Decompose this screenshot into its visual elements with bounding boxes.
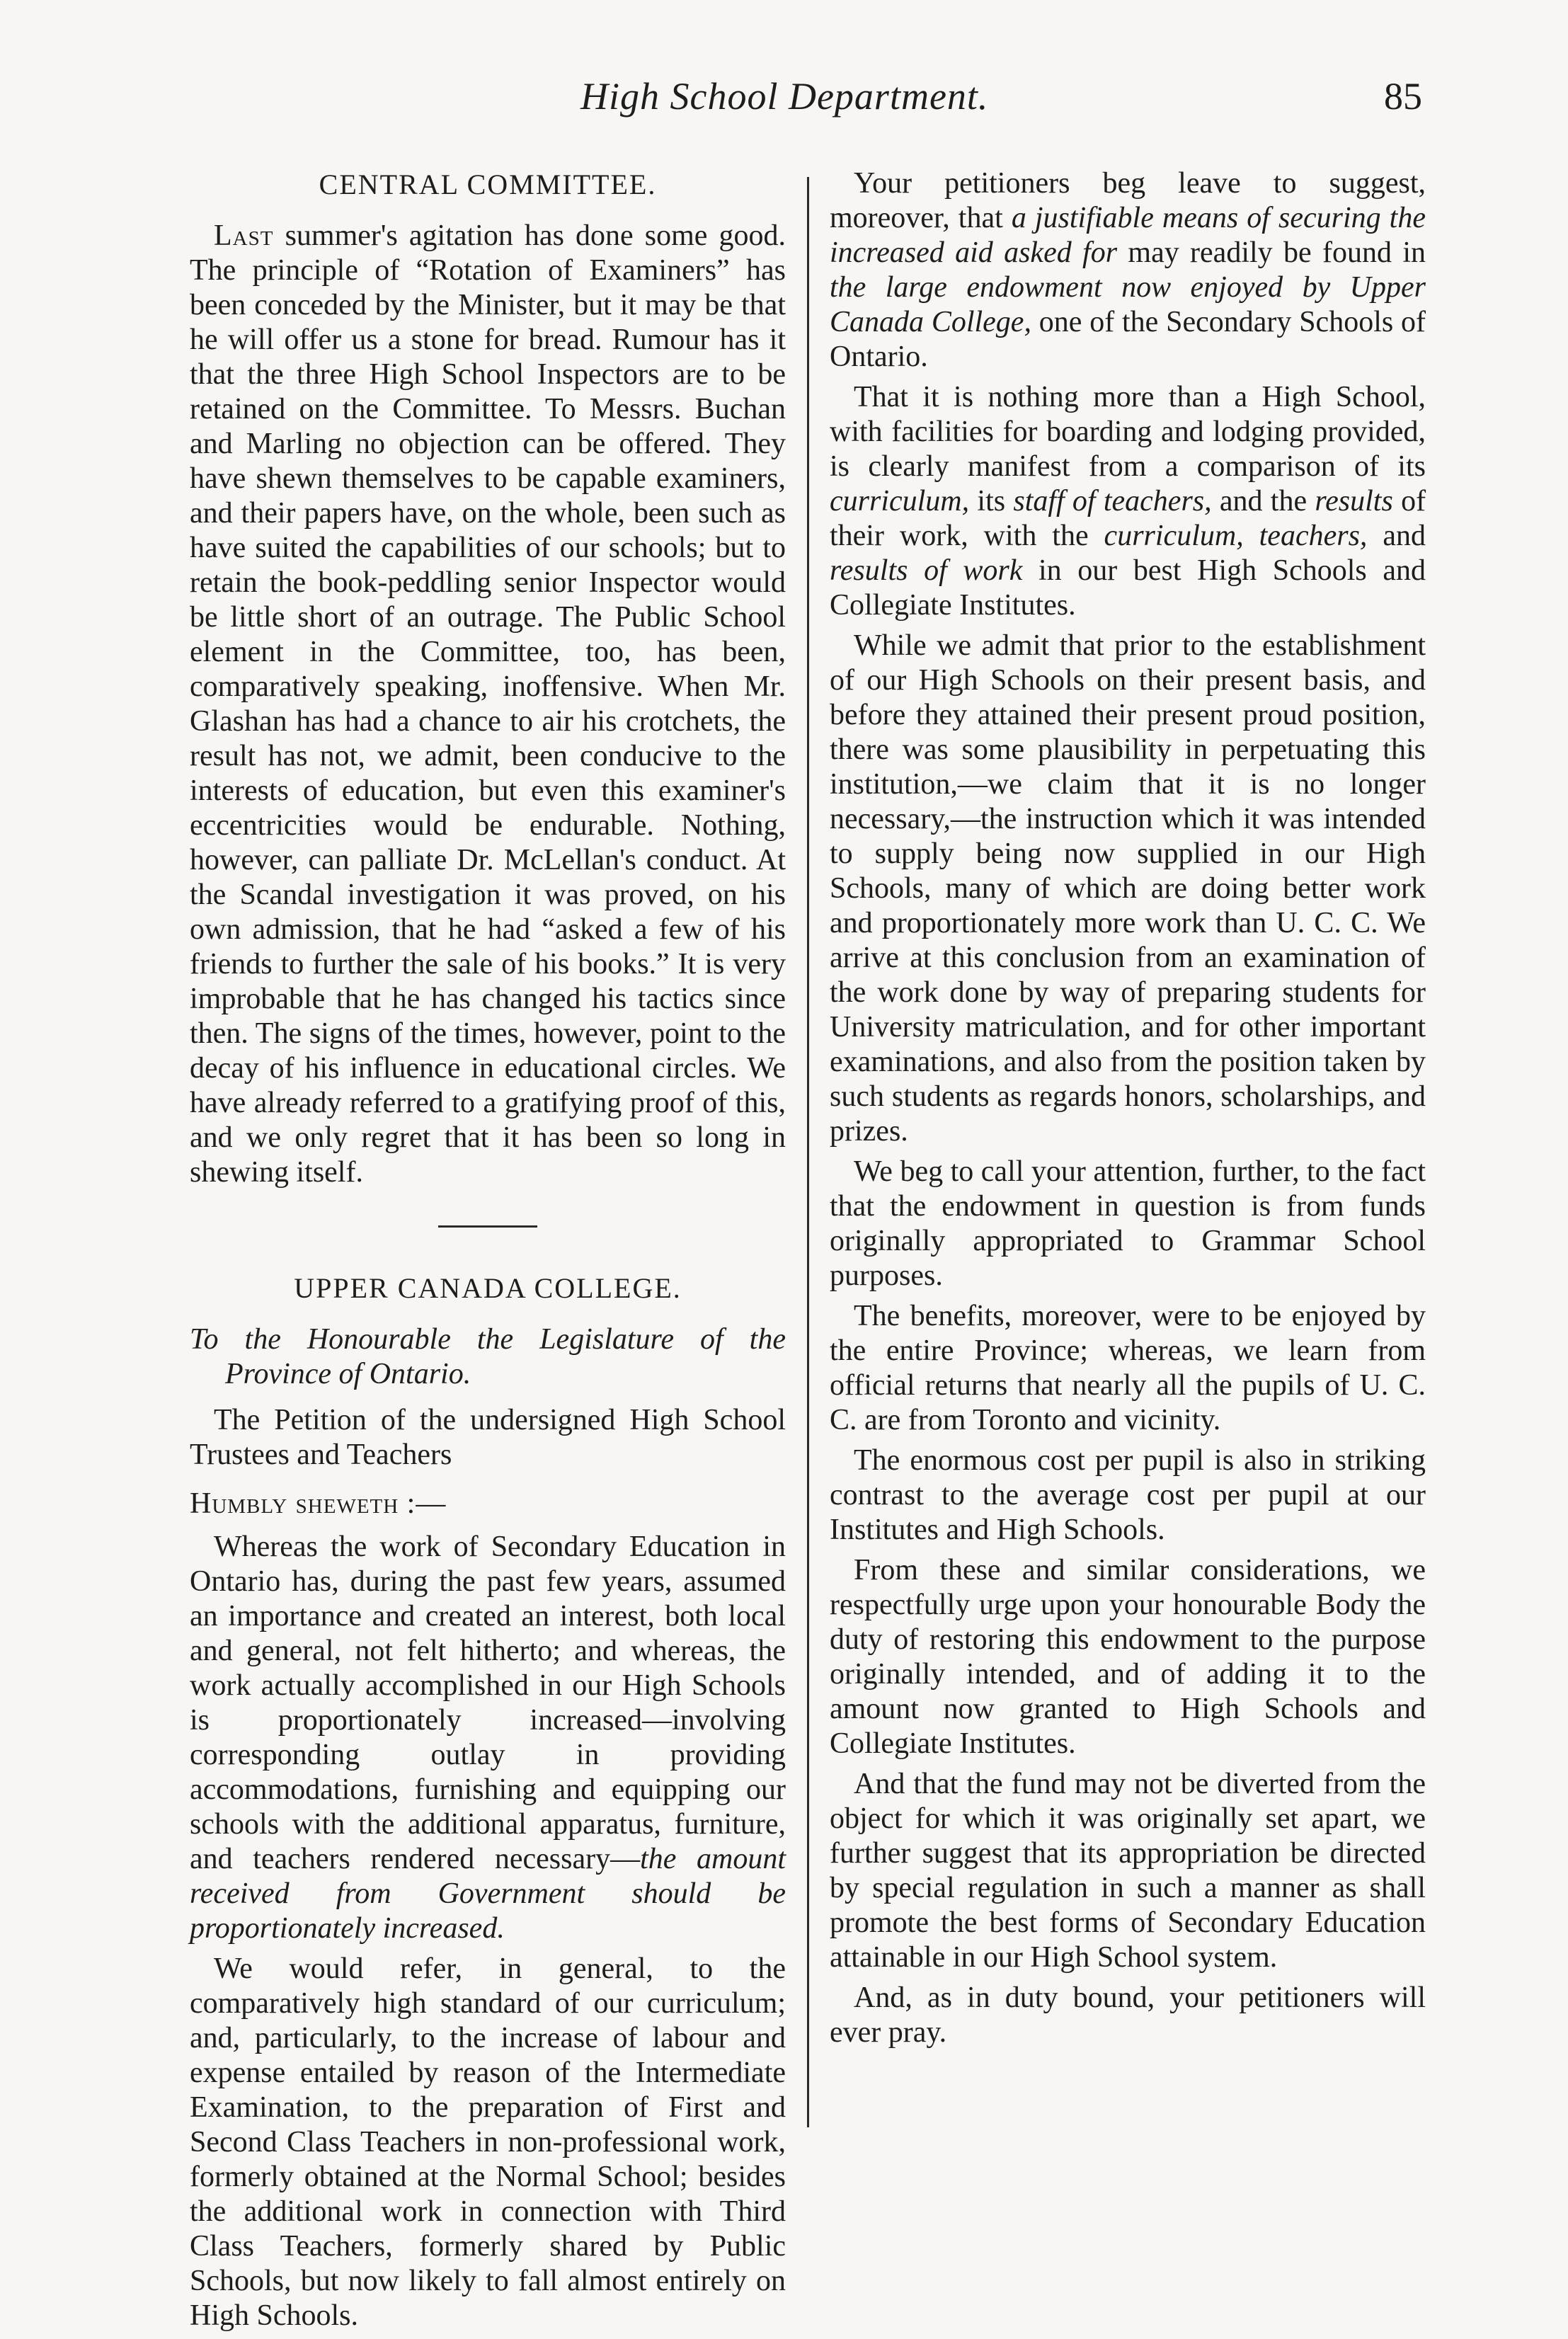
suggest-text-2: may readily be found in: [1128, 236, 1426, 269]
nothing-emphasis-5: results of work: [830, 554, 1023, 587]
refer-paragraph: We would refer, in general, to the comparatively high standard of our curriculum; and, particularly, to the increase of labour and expense entailed by reason of the Intermediate Examination, to the preparation of First and Second Class Teachers in non-professional work, formerly obtained at the Normal School; besides the additional work in connection with Third Class Teachers, formerly shared by Public Schools, but now likely to fall almost entirely on High Schools.: [190, 1952, 786, 2332]
nothing-more-paragraph: [830, 380, 1426, 623]
left-column: [190, 166, 786, 2339]
suggest-text-1: Your petitioners beg leave to suggest, moreover, that: [830, 167, 1426, 234]
while-paragraph: While we admit that prior to the establishment of our High Schools on their present basis, and before they attained their present proud position, there was some plausibility in perpetuating this institution,—we claim that it is no longer necessary,—the instruction which it was intended to supply being now supplied in our High Schools, many of which are doing better work and proportionately more work than U. C. C. We arrive at this conclusion from an examination of the work done by way of preparing students for University matriculation, and for other important examinations, and also from the position taken by such students as regards honors, scholarships, and prizes.: [830, 629, 1426, 1148]
nothing-emphasis-1: curriculum,: [830, 485, 970, 517]
benefits-paragraph: The benefits, moreover, were to be enjoyed by the entire Province; whereas, we learn from official returns that nearly all the pupils of U. C. C. are from Toronto and vicinity.: [830, 1300, 1426, 1436]
nothing-text-5: and: [1383, 520, 1426, 552]
running-title: High School Department.: [580, 75, 989, 118]
lead-word: Last: [214, 219, 274, 252]
suggest-emphasis-2: the large endowment now enjoyed by Upper Canada College,: [830, 271, 1426, 338]
right-column: [830, 166, 1426, 2056]
pray-paragraph: And, as in duty bound, your petitioners will ever pray.: [830, 1981, 1426, 2049]
suggest-paragraph: [830, 166, 1426, 374]
nothing-text-4: of their work, with the: [830, 485, 1426, 552]
nothing-emphasis-4: curriculum, teachers,: [1104, 520, 1368, 552]
urge-paragraph: From these and similar considerations, we respectfully urge upon your honourable Body the duty of restoring this endowment to the purpose originally intended, and of adding it to the amount now granted to High Schools and Collegiate Institutes.: [830, 1554, 1426, 1760]
column-divider: [807, 177, 809, 2127]
fund-paragraph: And that the fund may not be diverted from the object for which it was originally set apart, we further suggest that its appropriation be directed by special regulation in such a manner as shall promote the best forms of Secondary Education attainable in our High School system.: [830, 1768, 1426, 1974]
nothing-text-3: and the: [1219, 485, 1307, 517]
cost-paragraph: The enormous cost per pupil is also in striking contrast to the average cost per pupil at our Institutes and High Schools.: [830, 1444, 1426, 1546]
petition-intro: The Petition of the undersigned High School Trustees and Teachers: [190, 1404, 786, 1471]
upper-canada-heading: UPPER CANADA COLLEGE.: [294, 1272, 682, 1304]
suggest-text-3: one of the Secondary Schools of Ontario.: [830, 306, 1426, 373]
central-committee-text: summer's agitation has done some good. The principle of “Rotation of Examiners” has been conceded by the Minister, but it may be that he will offer us a stone for bread. Rumour has it that the three High School Inspectors are to be retained on the Committee. To Messrs. Buchan and Marling no objection can be offered. They have shewn themselves to be capable examiners, and their papers have, on the whole, been such as have suited the capabilities of our schools; but to retain the book-peddling senior Inspector would be little short of an outrage. The Public School element in the Committee, too, has been, comparatively speaking, inoffensive. When Mr. Glashan has had a chance to air his crotchets, the result has not, we admit, been conducive to the interests of education, but even this examiner's eccentricities would be endurable. Nothing, however, can palliate Dr. McLellan's conduct. At the Scandal investigation it was proved, on his own admission, that he had “asked a few of his friends to further the sale of his books.” It is very improbable that he has changed his tactics since then. The signs of the times, however, point to the decay of his influence in educational circles. We have already referred to a gratifying proof of this, and we only regret that it has been so long in shewing itself.: [190, 219, 786, 1189]
beg-paragraph: We beg to call your attention, further, to the fact that the endowment in question is from funds originally appropriated to Grammar School purposes.: [830, 1155, 1426, 1292]
whereas-paragraph: [190, 1530, 786, 1946]
section-separator: [438, 1225, 537, 1228]
central-committee-heading: CENTRAL COMMITTEE.: [319, 168, 657, 200]
nothing-text-1: That it is nothing more than a High School, with facilities for boarding and lodging provided, is clearly manifest from a comparison of its: [830, 381, 1426, 483]
nothing-emphasis-2: staff of teachers,: [1013, 485, 1212, 517]
running-head: [0, 74, 1568, 131]
petition-address: To the Honourable the Legislature of the Province of Ontario.: [190, 1323, 786, 1390]
humbly-sheweth: Humbly sheweth :—: [190, 1487, 447, 1520]
page-number: 85: [1384, 75, 1422, 118]
whereas-emphasis: the amount received from Government should be proportionately increased.: [190, 1843, 786, 1945]
nothing-text-6: in our best High Schools and Collegiate Institutes.: [830, 554, 1426, 622]
whereas-text: Whereas the work of Secondary Education in Ontario has, during the past few years, assumed an importance and created an interest, both local and general, not felt hitherto; and whereas, the work actually accomplished in our High Schools is proportionately increased—involving corresponding outlay in providing accommodations, furnishing and equipping our schools with the additional apparatus, furniture, and teachers rendered necessary—: [190, 1531, 786, 1875]
nothing-text-2: its: [977, 485, 1006, 517]
central-committee-paragraph: [190, 219, 786, 1190]
nothing-emphasis-3: results: [1315, 485, 1393, 517]
suggest-emphasis-1: a justifiable means of securing the increased aid asked for: [830, 202, 1426, 269]
